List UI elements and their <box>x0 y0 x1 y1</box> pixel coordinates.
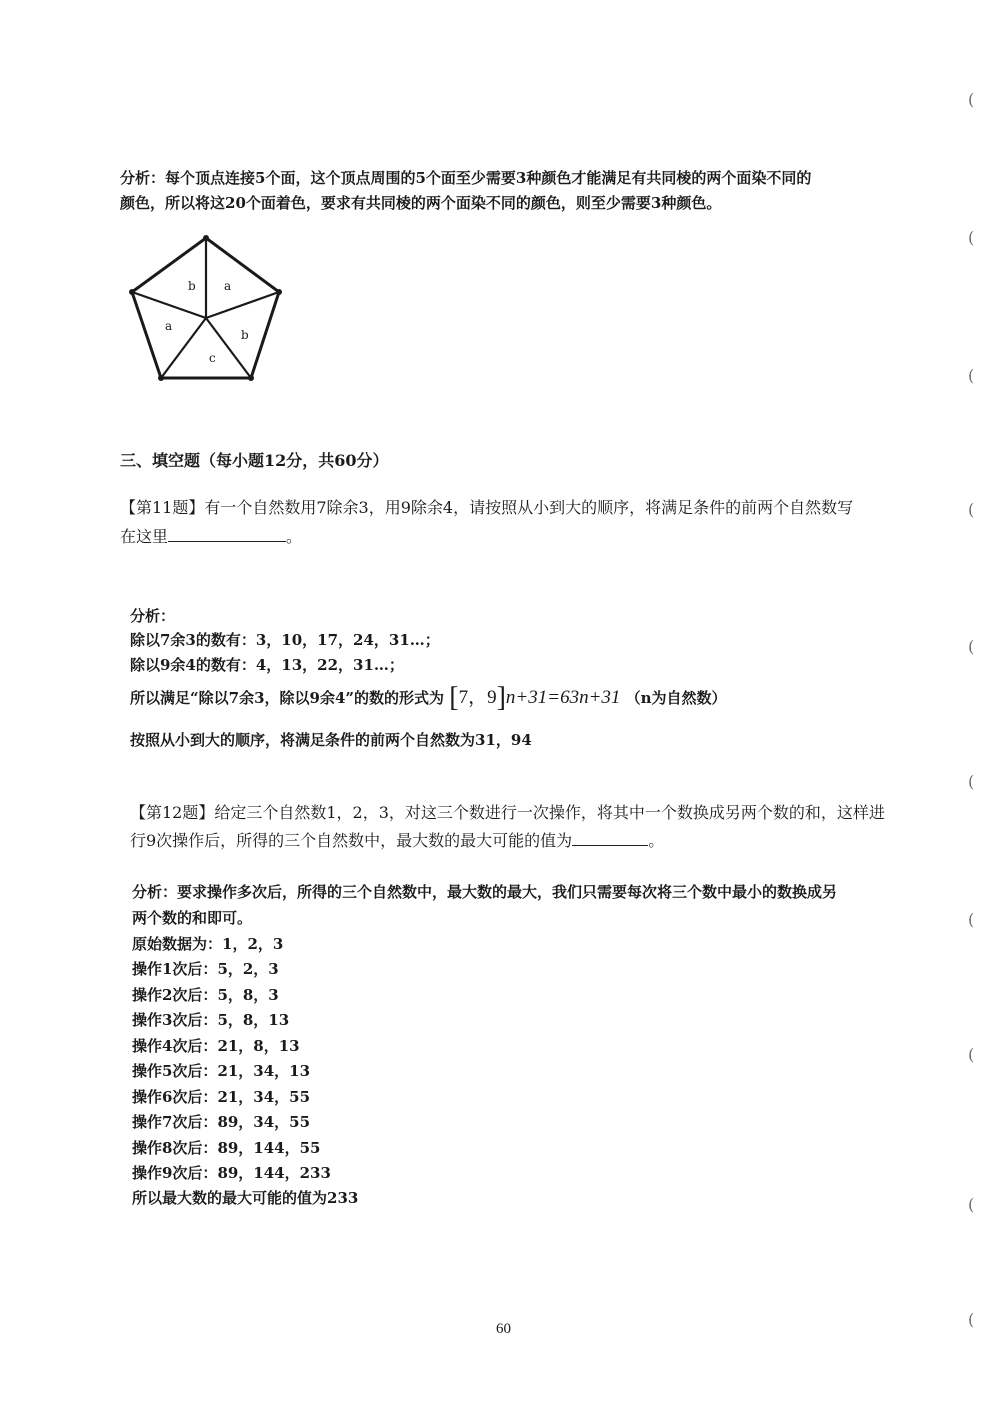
pentagon-vertex <box>158 375 164 381</box>
pentagon-vertex <box>203 235 209 241</box>
pentagon-vertex <box>276 289 282 295</box>
step-line: 操作1次后：5，2，3 <box>132 960 279 978</box>
step-line: 操作9次后：89，144，233 <box>132 1164 331 1182</box>
analysis-11-line-3 <box>130 682 727 713</box>
analysis-11-title: 分析： <box>130 607 176 625</box>
pentagon-spoke <box>206 292 279 318</box>
analysis-11-line-1: 除以7余3的数有：3，10，17，24，31…； <box>130 631 440 649</box>
formula-prefix: 所以满足“除以7余3，除以9余4”的数的形式为 <box>130 689 445 707</box>
step-line: 操作7次后：89，34，55 <box>132 1113 311 1131</box>
binding-mark: ( <box>968 500 975 519</box>
analysis-11-line-2: 除以9余4的数有：4，13，22，31…； <box>130 656 404 674</box>
section-title: 三、填空题（每小题12分，共60分） <box>120 451 389 470</box>
binding-mark: ( <box>968 637 975 656</box>
binding-mark: ( <box>968 772 975 791</box>
binding-mark: ( <box>968 1310 975 1329</box>
step-line: 操作4次后：21，8，13 <box>132 1037 300 1055</box>
question-11-suffix: 。 <box>286 527 303 546</box>
pentagon-vertex <box>129 289 135 295</box>
step-line: 操作2次后：5，8，3 <box>132 986 279 1004</box>
analysis-line-1: 分析：每个顶点连接5个面，这个顶点周围的5个面至少需要3种颜色才能满足有共同棱的两个面染不同的 <box>120 169 812 187</box>
analysis-11-line-4: 按照从小到大的顺序，将满足条件的前两个自然数为31，94 <box>130 731 532 749</box>
answer-blank <box>572 831 648 846</box>
question-12-suffix: 。 <box>648 831 665 850</box>
binding-mark: ( <box>968 1045 975 1064</box>
face-label-a: a <box>224 279 232 293</box>
binding-mark: ( <box>968 1195 975 1214</box>
step-line: 操作3次后：5，8，13 <box>132 1011 290 1029</box>
question-12-prefix: 行9次操作后，所得的三个自然数中，最大数的最大可能的值为 <box>130 831 573 850</box>
face-label-b: b <box>188 279 196 293</box>
binding-mark: ( <box>968 366 975 385</box>
answer-blank <box>168 527 286 542</box>
pentagon-diagram <box>120 228 295 388</box>
step-line: 原始数据为：1，2，3 <box>132 935 284 953</box>
face-label-a: a <box>165 319 173 333</box>
question-11-line-1: 【第11题】有一个自然数用7除余3，用9除余4，请按照从小到大的顺序，将满足条件的前两个自然数写 <box>120 498 854 517</box>
pentagon-spoke <box>132 292 206 318</box>
conclusion-line: 所以最大数的最大可能的值为233 <box>132 1189 359 1207</box>
analysis-line-2: 颜色，所以将这20个面着色，要求有共同棱的两个面染不同的颜色，则至少需要3种颜色。 <box>120 194 722 212</box>
step-line: 操作8次后：89，144，55 <box>132 1139 321 1157</box>
question-11-prefix: 在这里 <box>120 527 169 546</box>
binding-mark: ( <box>968 228 975 247</box>
lcm-formula: [7，9]n+31=63n+31 <box>449 682 621 713</box>
page-number: 60 <box>496 1321 511 1337</box>
binding-margin <box>968 0 988 1414</box>
step-line: 操作6次后：21，34，55 <box>132 1088 311 1106</box>
question-12-line-1: 【第12题】给定三个自然数1，2，3，对这三个数进行一次操作，将其中一个数换成另两个数的和，这样进 <box>130 803 885 822</box>
binding-mark: ( <box>968 90 975 109</box>
binding-mark: ( <box>968 910 975 929</box>
question-11-line-2 <box>120 526 302 548</box>
analysis-12-line-2: 两个数的和即可。 <box>132 909 253 927</box>
face-label-b: b <box>241 328 249 342</box>
face-label-c: c <box>209 351 216 365</box>
step-line: 操作5次后：21，34，13 <box>132 1062 311 1080</box>
formula-suffix: （n为自然数） <box>625 689 727 707</box>
pentagon-spoke <box>206 318 251 378</box>
analysis-12-line-1: 分析：要求操作多次后，所得的三个自然数中，最大数的最大，我们只需要每次将三个数中最小的数换成另 <box>132 883 838 901</box>
pentagon-vertex <box>248 375 254 381</box>
question-12-line-2 <box>130 830 664 852</box>
